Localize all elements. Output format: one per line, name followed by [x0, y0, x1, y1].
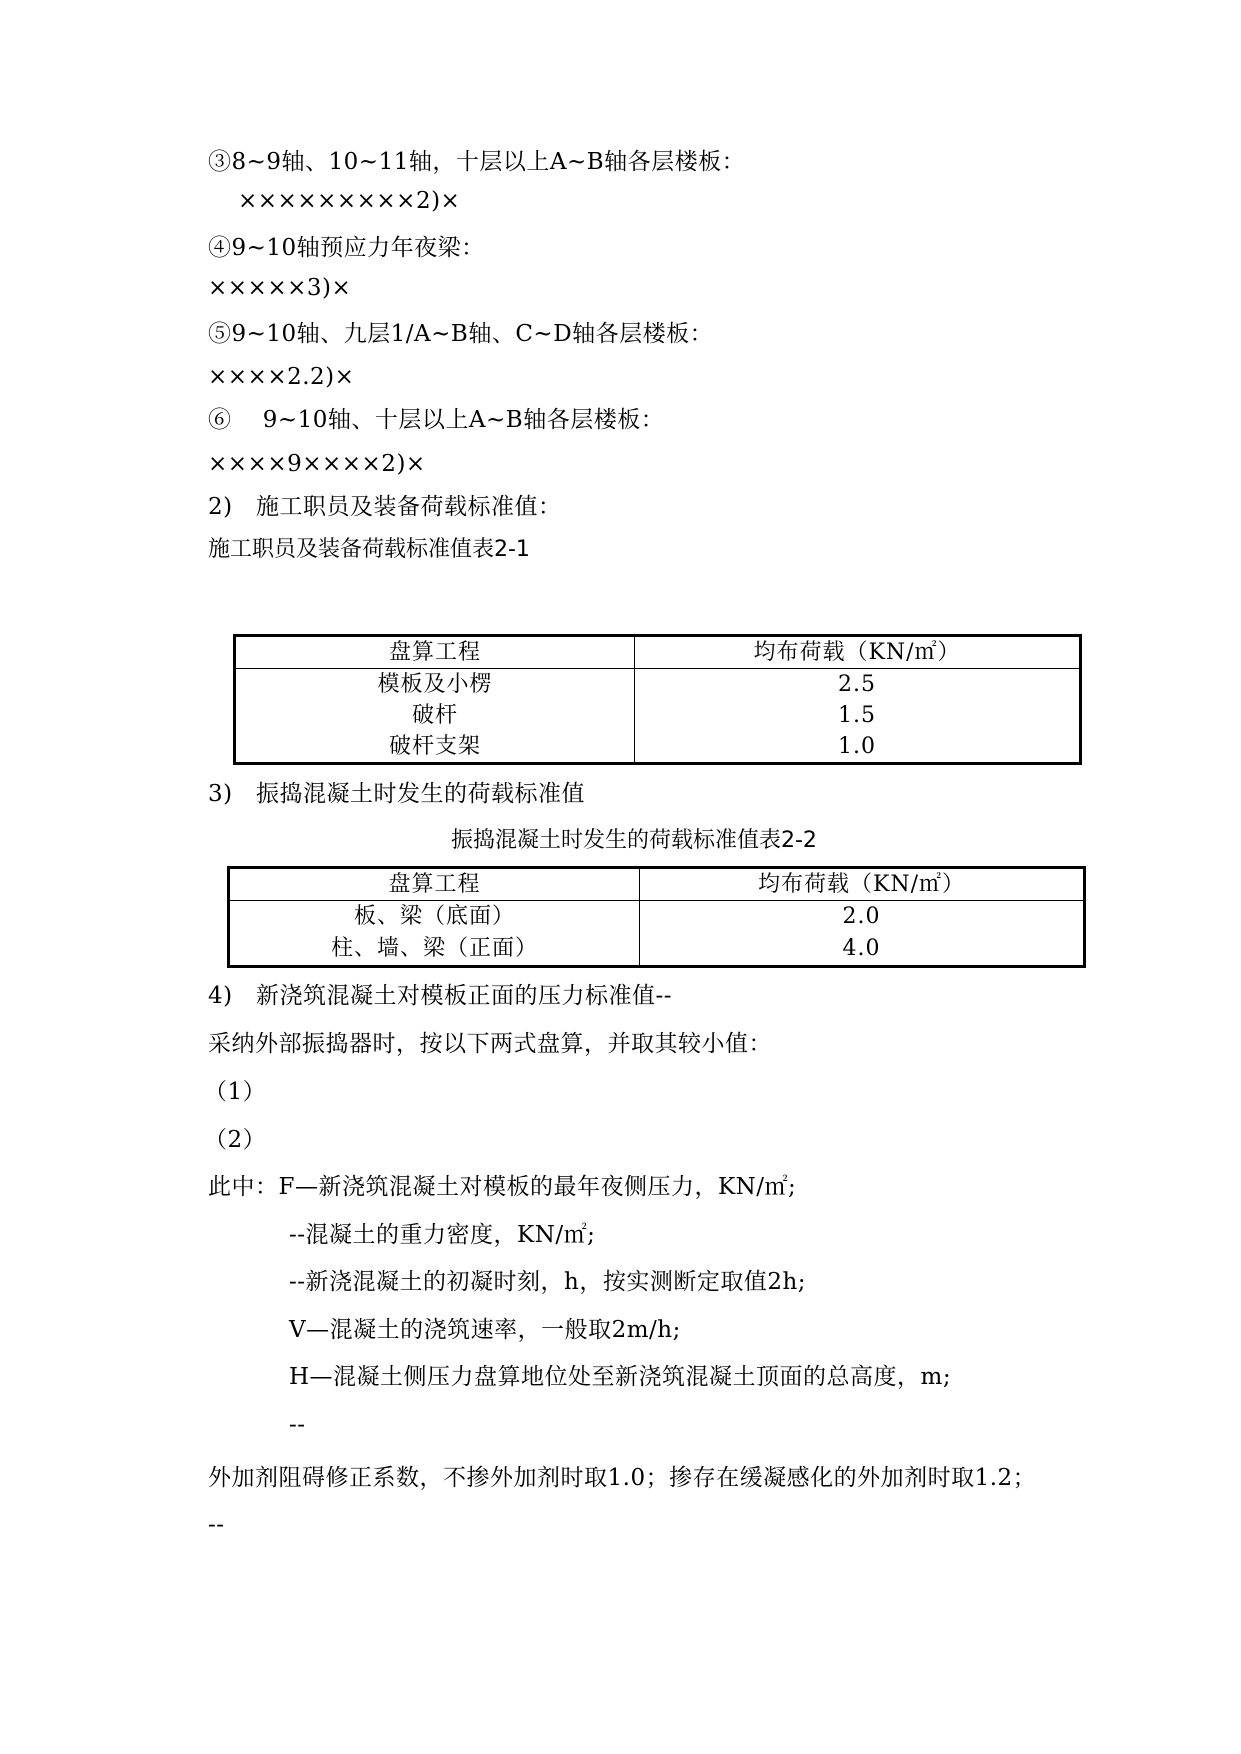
table1-cell-item: 模板及小楞: [377, 672, 493, 697]
dash-line-2: --: [208, 1512, 225, 1538]
formula-label-1: （1）: [204, 1079, 267, 1105]
table2-load-values: [227, 866, 1086, 968]
text-line-admixture: 外加剂阻碍修正系数，不掺外加剂时取1.0；掺存在缓凝感化的外加剂时取1.2；: [208, 1465, 1037, 1491]
table-row: [229, 933, 1085, 967]
formula-line-4: ××××9××××2)×: [208, 451, 426, 477]
table2-header-item: 盘算工程: [229, 868, 640, 901]
table2-caption: 振捣混凝土时发生的荷载标准值表2-2: [451, 828, 817, 853]
table1-caption: 施工职员及装备荷载标准值表2-1: [208, 537, 530, 562]
text-line-axis-9-10-beam: ④9~10轴预应力年夜梁：: [208, 235, 485, 261]
section-heading-4: 4) 新浇筑混凝土对模板正面的压力标准值--: [208, 983, 673, 1009]
text-line-axis-8-9: ③8~9轴、10~11轴，十层以上A~B轴各层楼板：: [208, 149, 746, 175]
table1-header-load: 均布荷载（KN/㎡）: [635, 636, 1081, 669]
text-line-axis-9-10-floor9: ⑤9~10轴、九层1/A~B轴、C~D轴各层楼板：: [208, 321, 714, 347]
text-line-vibrator: 采纳外部振捣器时，按以下两式盘算，并取其较小值：: [208, 1031, 772, 1057]
table2-cell-item: 柱、墙、梁（正面）: [330, 936, 538, 961]
formula-label-2: （2）: [204, 1127, 267, 1153]
dash-line-1: --: [289, 1412, 306, 1438]
table2-header-row: [229, 868, 1085, 901]
section-heading-3: 3) 振捣混凝土时发生的荷载标准值: [208, 781, 586, 807]
table1-load-values: [233, 634, 1082, 765]
table-row: [235, 700, 1081, 731]
definition-density: --混凝土的重力密度，KN/㎡;: [289, 1222, 596, 1248]
table1-header-row: [235, 636, 1081, 669]
table2-cell-item: 板、梁（底面）: [353, 904, 515, 929]
table-row: [235, 669, 1081, 701]
definition-pour-speed: V—混凝土的浇筑速率，一般取2m/h;: [289, 1317, 681, 1343]
table1-header-item: 盘算工程: [235, 636, 635, 669]
table1-cell-load: 1.0: [635, 731, 1081, 764]
table2-cell-load: 4.0: [640, 933, 1085, 967]
table1-cell-item: 破杆支架: [388, 734, 481, 759]
text-line-axis-9-10-floor10: ⑥ 9~10轴、十层以上A~B轴各层楼板：: [208, 407, 665, 433]
table-row: [229, 901, 1085, 934]
definition-height: H—混凝土侧压力盘算地位处至新浇筑混凝土顶面的总高度，m;: [289, 1364, 952, 1390]
table1-cell-load: 1.5: [635, 700, 1081, 731]
formula-line-1: ×××××××××2)×: [238, 188, 461, 214]
formula-line-3: ××××2.2)×: [208, 364, 355, 390]
text-line-definitions: 此中：F—新浇筑混凝土对模板的最年夜侧压力，KN/㎡;: [208, 1174, 797, 1200]
table2-header-load: 均布荷载（KN/㎡）: [640, 868, 1085, 901]
table1-cell-item: 破杆: [411, 703, 458, 728]
table1-cell-load: 2.5: [635, 669, 1081, 701]
definition-setting-time: --新浇混凝土的初凝时刻，h，按实测断定取值2h;: [289, 1269, 807, 1295]
table2-cell-load: 2.0: [640, 901, 1085, 934]
table-row: [235, 731, 1081, 764]
formula-line-2: ×××××3)×: [208, 275, 352, 301]
section-heading-2: 2) 施工职员及装备荷载标准值：: [208, 494, 562, 520]
